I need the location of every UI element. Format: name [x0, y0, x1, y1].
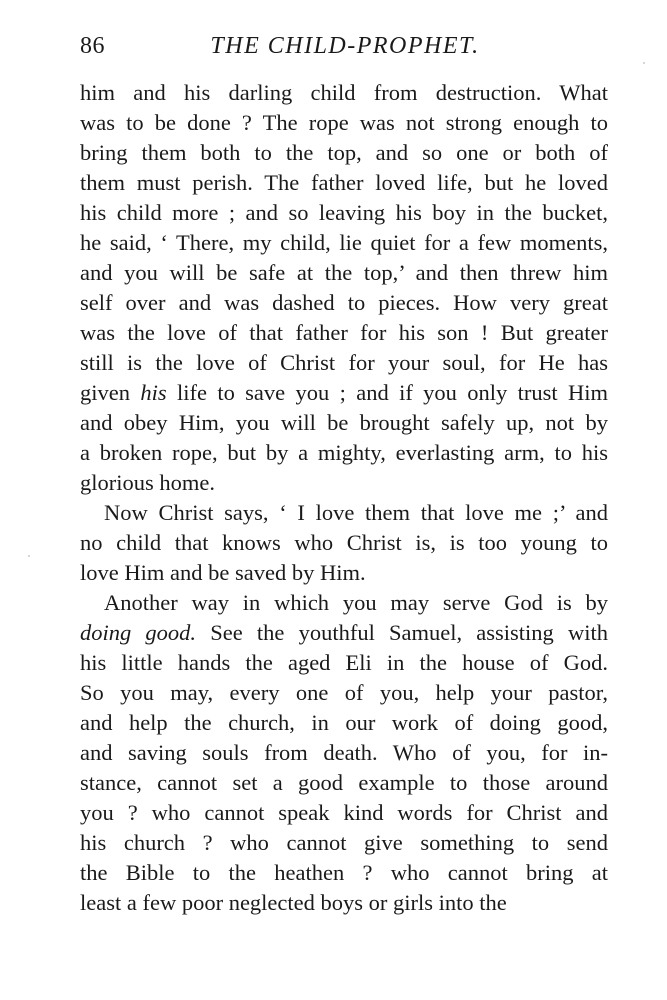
- text-line: them must perish. The father loved life, but he loved: [80, 170, 608, 195]
- paragraph: [80, 78, 608, 498]
- running-title: THE CHILD-PROPHET.: [210, 33, 480, 59]
- text-line: his church ? who cannot give something to send: [80, 830, 608, 855]
- page-header: [80, 28, 610, 64]
- text-line: him and his darling child from destruction. What: [80, 80, 608, 105]
- paragraph: [80, 498, 608, 588]
- body-text: [80, 78, 608, 918]
- text-line: he said, ‘ There, my child, lie quiet for a few moments,: [80, 230, 608, 255]
- text-line: and obey Him, you will be brought safely up, not by: [80, 410, 608, 435]
- text-line: and saving souls from death. Who of you, for in-: [80, 740, 608, 765]
- text-line: you ? who cannot speak kind words for Christ and: [80, 800, 608, 825]
- text-line: his little hands the aged Eli in the house of God.: [80, 650, 608, 675]
- text-line: love Him and be saved by Him.: [80, 560, 366, 585]
- text-line: the Bible to the heathen ? who cannot bring at: [80, 860, 608, 885]
- page-number: 86: [80, 33, 105, 59]
- text-line: bring them both to the top, and so one or both of: [80, 140, 608, 165]
- text-line: Another way in which you may serve God is by: [104, 590, 608, 615]
- paper-speck: [643, 62, 645, 64]
- text-line: was the love of that father for his son ! But greater: [80, 320, 608, 345]
- text-line: So you may, every one of you, help your pastor,: [80, 680, 608, 705]
- text-line: his child more ; and so leaving his boy in the bucket,: [80, 200, 608, 225]
- text-line: given his life to save you ; and if you only trust Him: [80, 380, 608, 405]
- paragraph: [80, 588, 608, 918]
- text-line: Now Christ says, ‘ I love them that love me ;’ and: [104, 500, 608, 525]
- text-line: was to be done ? The rope was not strong enough to: [80, 110, 608, 135]
- text-line: no child that knows who Christ is, is too young to: [80, 530, 608, 555]
- text-line: still is the love of Christ for your soul, for He has: [80, 350, 608, 375]
- text-line: self over and was dashed to pieces. How very great: [80, 290, 608, 315]
- text-line: and help the church, in our work of doing good,: [80, 710, 608, 735]
- text-line: and you will be safe at the top,’ and then threw him: [80, 260, 608, 285]
- text-line: stance, cannot set a good example to those around: [80, 770, 608, 795]
- text-line: glorious home.: [80, 470, 215, 495]
- emphasized-text: his: [140, 380, 167, 405]
- text-line: a broken rope, but by a mighty, everlasting arm, to his: [80, 440, 608, 465]
- text-line: doing good. See the youthful Samuel, assisting with: [80, 620, 608, 645]
- emphasized-text: doing good.: [80, 620, 197, 645]
- paper-speck: [28, 555, 30, 557]
- text-line: least a few poor neglected boys or girls into the: [80, 890, 507, 915]
